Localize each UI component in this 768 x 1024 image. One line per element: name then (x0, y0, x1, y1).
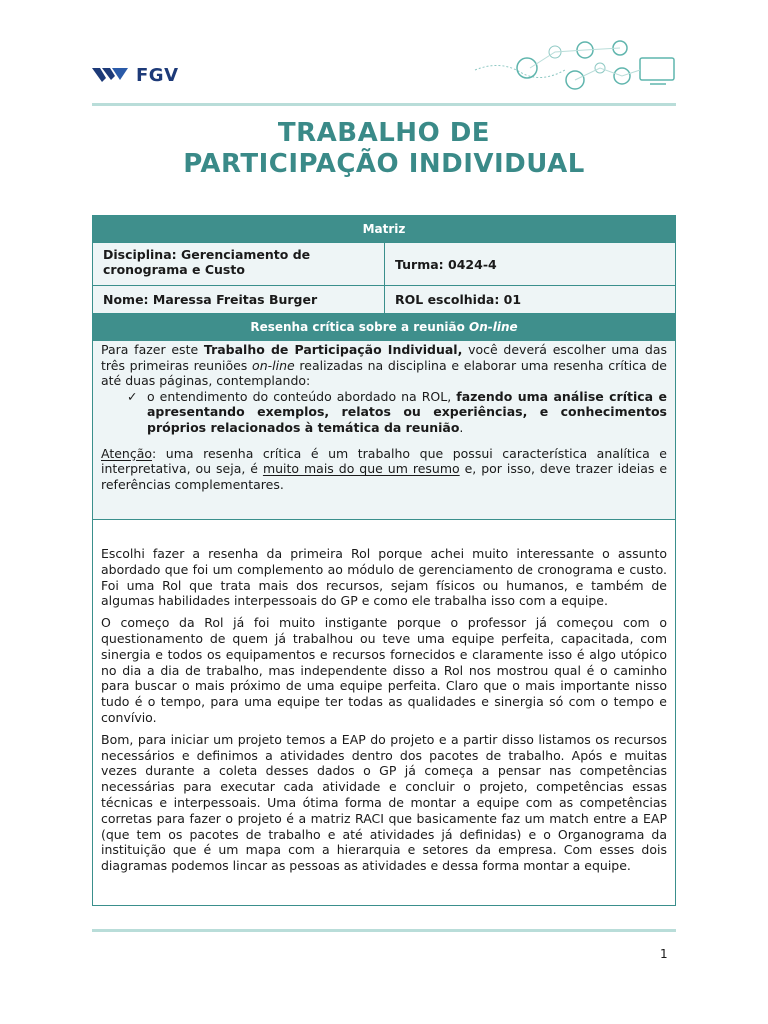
nome-cell: Nome: Maressa Freitas Burger (93, 286, 385, 313)
header-divider (92, 103, 676, 106)
instructions-block (93, 341, 675, 519)
footer-divider (92, 929, 676, 932)
checklist-text (147, 389, 667, 436)
section-header-text: Resenha crítica sobre a reunião (250, 320, 470, 334)
decorative-tech-icons (470, 30, 680, 102)
attention-text: e, por isso, deve trazer ideias e referências complementares. (101, 461, 668, 492)
matrix-row-2 (93, 285, 675, 313)
matrix-header: Matriz (93, 216, 675, 242)
attention-text: : uma resenha crítica é um trabalho que possui característica analítica e interpretativa, ou seja, é (101, 445, 667, 477)
logo-text: FGV (136, 64, 179, 86)
instr-text: realizadas na disciplina e elaborar uma resenha crítica de até duas páginas, contemplando: (101, 357, 667, 389)
page-title (92, 118, 676, 180)
attention-paragraph (101, 446, 667, 493)
matrix-row-1 (93, 242, 675, 285)
attention-label: Atenção (101, 445, 153, 461)
attention-underline: muito mais do que um resumo (262, 461, 460, 477)
review-paragraph-3: Bom, para iniciar um projeto temos a EAP do projeto e a partir disso listamos os recursos necessários e definimos a atividades dentro dos pacotes de trabalho. Após e muitas vezes durante a coleta desses dados o GP já começa a pensar nas competências necessárias para executar cada atividade e concluir o projeto, competências essas técnicas e interpessoais. Uma ótima forma de montar a equipe com as competências corretas para fazer o projeto é a matriz RACI que basicamente faz um match entre a EAP (que tem os pacotes de trabalho e até atividades já definidas) e o Organograma da instituição que é um mapa com a hierarquia e setores da empresa. Com esses dois diagramas podemos lincar as pessoas as atividades e dessa forma montar a equipe. (101, 731, 667, 874)
fgv-logo-icon (92, 66, 130, 84)
instr-text: você deverá escolher uma das três primeiras reuniões (101, 342, 667, 373)
title-line-2: PARTICIPAÇÃO INDIVIDUAL (183, 149, 585, 179)
disciplina-cell: Disciplina: Gerenciamento de cronograma e Custo (93, 243, 385, 285)
turma-cell (385, 243, 675, 285)
review-body (93, 519, 675, 905)
title-line-1: TRABALHO DE (277, 118, 491, 148)
instructions-paragraph (101, 342, 667, 389)
check-bold: fazendo uma análise crítica e apresentando exemplos, relatos ou experiências, e conhecimentos próprios relacionados à temática da reunião (147, 388, 668, 435)
section-header (93, 313, 675, 341)
instr-text: Para fazer este (101, 342, 204, 357)
review-paragraph-1: Escolhi fazer a resenha da primeira Rol porque achei muito interessante o assunto abordado que foi um complemento ao módulo de gerenciamento de cronograma e custo. Foi uma Rol que trata mais dos recursos, sejam físicos ou humanos, e também de algumas habilidades interpessoais do GP e como ele trabalha isso com a equipe. (101, 546, 667, 609)
fgv-logo (92, 64, 179, 86)
section-header-italic: On-line (469, 320, 518, 334)
instr-italic: on-line (252, 357, 295, 373)
instr-bold: Trabalho de Participação Individual, (203, 342, 463, 357)
review-paragraph-2: O começo da Rol já foi muito instigante porque o professor já começou com o questionamento de quem já trabalhou ou teve uma equipe perfeita, capacitada, com sinergia e todos os equipamentos e recursos fornecidos e claramente isso é algo utópico no dia a dia de trabalho, mas independente disso a Rol nos mostrou qual é o caminho para buscar o mais próximo de uma equipe perfeita. Claro que o mais importante nisso tudo é o tempo, para uma equipe ter todas as qualidades e sinergia só com o tempo e convívio. (101, 615, 667, 725)
check-text: o entendimento do conteúdo abordado na ROL, (147, 388, 457, 404)
turma-text: Turma: 0424-4 (395, 256, 497, 272)
check-text: . (459, 419, 464, 435)
checklist-item (127, 389, 667, 436)
matrix-table (92, 215, 676, 906)
page-number: 1 (660, 947, 668, 961)
rol-cell: ROL escolhida: 01 (395, 292, 522, 307)
check-icon: ✓ (127, 388, 138, 404)
